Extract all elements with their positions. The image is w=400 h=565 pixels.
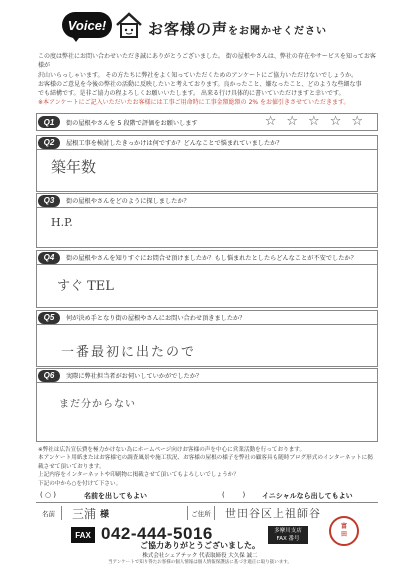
question-1 [36,113,378,131]
name-address-row [36,503,378,523]
form-title-sub: をお聞かせください [228,26,328,37]
question-number: Q1 [38,116,60,128]
intro-line: お客様のご意見を今後の弊社の活動に反映したいと考えております。良かったこと、嫌なったこと、どのような些細な事 [38,80,362,88]
address-label: ご住所 [187,506,215,520]
star-icon[interactable]: ☆ [286,114,299,129]
intro-line: 沢山いらっしゃいます。 その方たちに弊社をよく知っていただくためのアンケートにご協力いただけないでしょうか。 [38,71,358,79]
question-number: Q5 [38,312,60,324]
answer-text[interactable]: すぐ TEL [57,279,114,294]
publication-note [38,446,378,488]
answer-text[interactable]: 一番最初に出たので [61,345,197,360]
question-2 [36,135,378,192]
house-icon [114,10,144,40]
answer-text[interactable]: 築年数 [51,158,97,176]
note-line: ※弊社は広告宣伝費を極力かけない為にホームページ向けお客様の声を中心に営業活動を行っております。 [38,447,306,453]
answer-text[interactable]: まだ分からない [59,399,136,410]
publish-option-initial-label: イニシャルなら出してもよい [262,492,353,500]
branch-fax-label: FAX 番号 [276,536,300,542]
question-number: Q6 [38,370,60,382]
star-icon[interactable]: ☆ [329,114,342,129]
name-suffix: 様 [100,509,110,520]
thanks-message: ご協力ありがとうございました。 [140,541,260,550]
star-rating[interactable] [265,115,363,129]
voice-badge: Voice! [62,12,112,38]
answer-text[interactable]: H.P. [51,216,73,229]
note-line: 下記の中から○を付けて下さい。 [38,480,122,487]
star-icon[interactable]: ☆ [351,114,363,129]
publish-mark: ○ [44,491,52,499]
question-6 [36,368,378,442]
question-3 [36,193,378,248]
note-line: 上記内容をインターネットや印刷物に掲載させて頂いてもよろしいでしょうか？ [38,472,239,479]
publish-option-initial[interactable]: ( ) [222,491,246,499]
question-text: 街の屋根やさんを 5 段階で評価をお願いします [66,119,198,127]
discount-note: ※本アンケートにご記入いただいたお客様には工事ご用命時に工事金額総額の 2% をお値引きさせていただきます。 [38,99,350,107]
question-text: 実際に弊社担当者がお伺いしていかがでしたか？ [66,373,203,380]
fax-number: 042-444-5016 [101,524,213,543]
question-text: 屋根工事を検討したきっかけは何ですか？どんなことで悩まれていましたか？ [66,140,283,147]
form-title [148,18,327,39]
stamp-char: 田 [340,531,347,538]
intro-line: この度は弊社にお問い合わせいただき誠にありがとうございました。 街の屋根やさんは、弊社の存在やサービスを知ってお客様が [38,53,376,70]
stamp-char: 富 [340,523,347,530]
question-text: 何が決め手となり街の屋根やさんにお問い合わせ頂きましたか？ [66,315,246,322]
question-text: 街の屋根やさんをどのように探しましたか？ [66,198,190,205]
name-value[interactable]: 三浦 [72,506,97,521]
fax-badge: FAX [71,527,95,543]
privacy-notice: 当アンケートで知り得たお客様の個人情報は個人情報保護法に基づき適正に取り扱います。 [108,560,292,565]
form-header [62,8,362,48]
intro-line: でも結構です。是非ご協力の程よろしくお願いいたします。 出来る行け具体的に書いていただけますと幸いです。 [38,90,345,98]
intro-text [38,52,378,108]
branch-name: 多摩川支店 [274,528,302,534]
question-5 [36,310,378,367]
star-icon[interactable]: ☆ [308,114,320,129]
address-value[interactable]: 世田谷区上祖師谷 [225,507,322,520]
question-4 [36,250,378,308]
publish-option-name[interactable]: ( ○ ) [40,491,57,499]
form-title-main: お客様の声 [148,20,229,38]
speech-bubble-tail [70,34,82,42]
question-number: Q4 [38,252,60,264]
name-label: 名前 [36,506,62,520]
question-number: Q3 [38,195,60,207]
note-line: 本アンケート用紙またはお客様宅の調査風景や施工状況、お客様の屋根の様子を弊社の顧客具も随時ブログ形式のインターネットに掲載させて頂いております。 [38,455,373,470]
company-name: 株式会社シェアテック 代表取締役 大久保 誠二 [142,553,258,559]
question-text: 街の屋根やさんを知りすぐにお問合せ頂けましたか？もし悩まれたとしたらどんなことが不安でしたか？ [66,255,357,262]
star-icon[interactable]: ☆ [264,114,277,129]
question-number: Q2 [38,137,60,149]
publish-option-name-label: 名前を出してもよい [84,492,147,500]
publish-consent-row [36,489,378,503]
